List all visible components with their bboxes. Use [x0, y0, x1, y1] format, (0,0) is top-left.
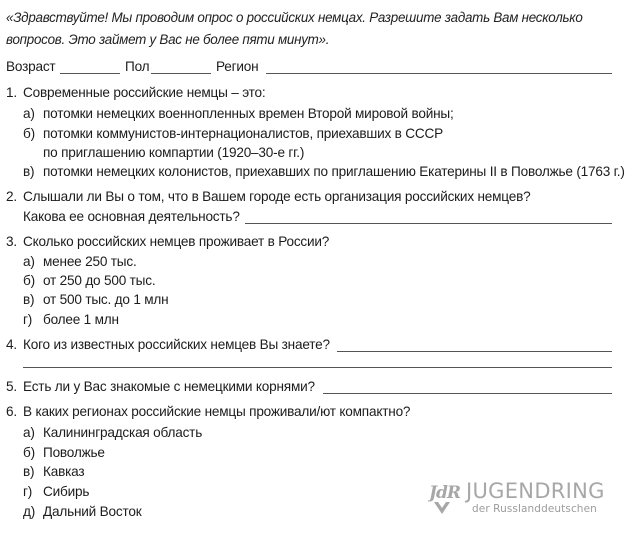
option-item[interactable] — [0, 290, 640, 310]
intro-text: «Здравствуйте! Мы проводим опрос о российских немцах. Разрешите задать Вам несколько вопросов. Это займет у Вас не более пяти минут». — [6, 10, 583, 47]
answer-blank[interactable] — [245, 223, 612, 224]
answer-blank[interactable] — [323, 393, 612, 394]
region-blank[interactable] — [266, 73, 612, 74]
region-label: Регион — [216, 59, 259, 74]
option-letter: б) — [23, 273, 35, 288]
option-text: более 1 млн — [43, 312, 119, 327]
option-continuation — [0, 143, 640, 163]
jdr-logo-mark-icon — [428, 479, 468, 517]
option-letter: в) — [23, 164, 35, 179]
option-letter: б) — [23, 445, 35, 460]
option-item[interactable] — [0, 502, 400, 522]
question-text: В каких регионах российские немцы проживали/ют компактно? — [23, 404, 411, 419]
option-item[interactable] — [0, 423, 640, 443]
option-letter: а) — [23, 425, 35, 440]
option-letter: в) — [23, 292, 35, 307]
jugendring-logo — [428, 479, 618, 523]
option-item[interactable] — [0, 252, 640, 272]
sex-label: Пол — [125, 59, 150, 74]
option-text: потомки немецких военнопленных времен Второй мировой войны; — [43, 106, 454, 121]
answer-blank-extra[interactable] — [23, 367, 612, 368]
question-text: Слышали ли Вы о том, что в Вашем городе есть организация российских немцев? — [23, 189, 531, 204]
option-item[interactable] — [0, 124, 640, 144]
question-number: 6. — [6, 404, 17, 419]
option-text: менее 250 тыс. — [43, 254, 137, 269]
option-letter: г) — [23, 484, 33, 499]
option-text: Поволжье — [43, 445, 105, 460]
question-2-continuation — [0, 207, 640, 227]
age-blank[interactable] — [60, 73, 120, 74]
logo-name: JUGENDRING — [466, 479, 605, 503]
logo-subtitle: der Russlanddeutschen — [472, 503, 597, 515]
option-letter: г) — [23, 312, 33, 327]
option-item[interactable] — [0, 482, 400, 502]
sex-blank[interactable] — [151, 73, 211, 74]
question-3 — [0, 232, 640, 252]
option-item[interactable] — [0, 271, 640, 291]
option-text: потомки коммунистов-интернационалистов, приехавших в СССР — [43, 126, 443, 141]
question-2 — [0, 187, 640, 207]
option-text: от 500 тыс. до 1 млн — [43, 292, 169, 307]
question-text: Сколько российских немцев проживает в России? — [23, 234, 330, 249]
option-text: Кавказ — [43, 464, 85, 479]
question-number: 4. — [6, 337, 17, 352]
option-text: по приглашению компартии (1920–30-е гг.) — [43, 145, 305, 160]
question-4 — [0, 335, 640, 355]
question-text: Современные российские немцы – это: — [23, 85, 266, 100]
question-5 — [0, 377, 640, 397]
svg-text:JdR: JdR — [429, 483, 461, 503]
question-number: 1. — [6, 85, 17, 100]
question-6 — [0, 402, 640, 422]
option-text: Сибирь — [43, 484, 90, 499]
option-text: Дальний Восток — [43, 504, 142, 519]
option-letter: д) — [23, 504, 36, 519]
question-1 — [0, 83, 640, 103]
option-item[interactable] — [0, 104, 640, 124]
question-text: Есть ли у Вас знакомые с немецкими корнями? — [23, 379, 315, 394]
option-text: Калининградская область — [43, 425, 203, 440]
age-label: Возраст — [6, 59, 56, 74]
option-item[interactable] — [0, 162, 640, 182]
option-letter: в) — [23, 464, 35, 479]
question-number: 5. — [6, 379, 17, 394]
option-text: от 250 до 500 тыс. — [43, 273, 156, 288]
option-letter: а) — [23, 254, 35, 269]
question-text: Какова ее основная деятельность? — [23, 209, 240, 224]
question-number: 2. — [6, 189, 17, 204]
demographics-row — [0, 57, 640, 77]
question-number: 3. — [6, 234, 17, 249]
option-item[interactable] — [0, 443, 640, 463]
option-letter: а) — [23, 106, 35, 121]
option-item[interactable] — [0, 310, 640, 330]
option-letter: б) — [23, 126, 35, 141]
option-text: потомки немецких колонистов, приехавших по приглашению Екатерины II в Поволжье (1763 г.) — [43, 164, 625, 179]
question-text: Кого из известных российских немцев Вы знаете? — [23, 337, 330, 352]
answer-blank[interactable] — [337, 351, 612, 352]
